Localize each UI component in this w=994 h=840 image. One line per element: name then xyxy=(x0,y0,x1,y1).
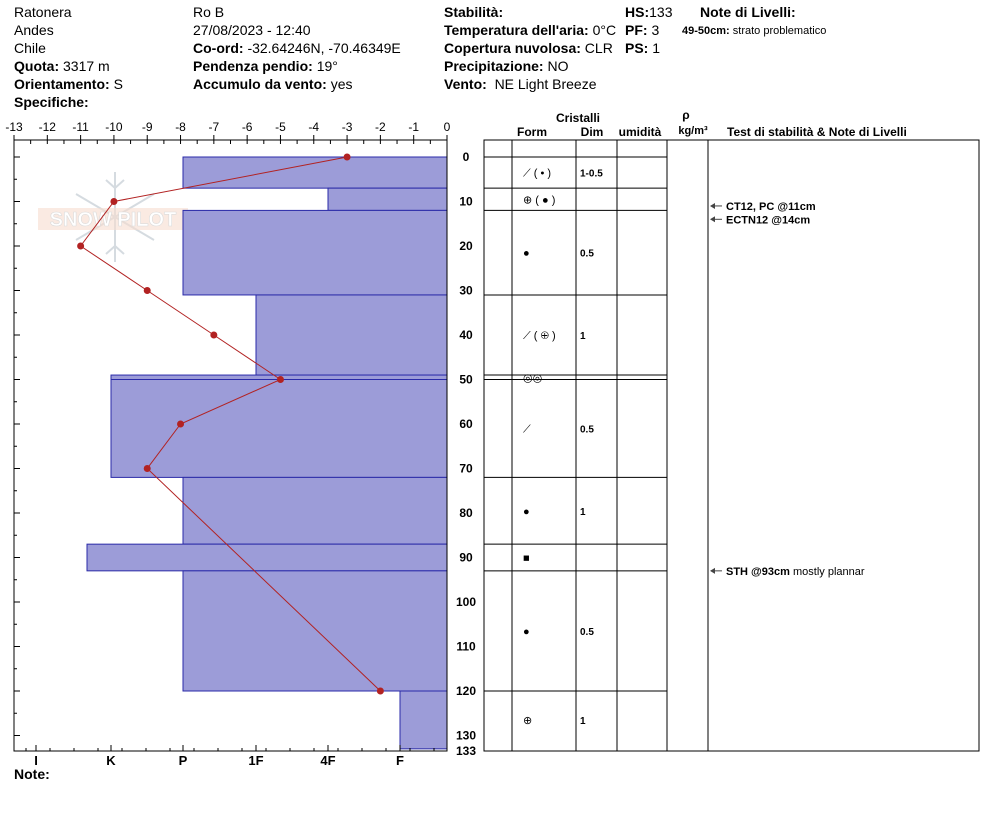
elevation-label: Quota: xyxy=(14,58,60,74)
depth-tick-label: 50 xyxy=(459,372,473,387)
grain-form-symbol: ● xyxy=(523,625,530,638)
grain-form-symbol: ● xyxy=(523,247,530,260)
hardness-tick-label: F xyxy=(396,753,404,768)
test-arrow-head xyxy=(710,216,715,222)
table-frame xyxy=(484,140,979,751)
test-label: STH @93cm xyxy=(726,565,790,578)
hardness-bar xyxy=(328,188,447,210)
hardness-bar xyxy=(111,380,447,478)
moisture-header: umidità xyxy=(618,125,662,139)
hardness-bar xyxy=(183,477,447,544)
depth-tick-label: 40 xyxy=(459,328,473,342)
hardness-bar xyxy=(87,544,447,571)
depth-tick-label: 70 xyxy=(459,461,473,476)
slope-value: 19° xyxy=(316,58,338,74)
depth-tick-label: 110 xyxy=(456,639,476,654)
grain-size: 0.5 xyxy=(580,626,594,638)
slope-label: Pendenza pendio: xyxy=(193,58,313,74)
stability-label: Stabilità: xyxy=(444,4,504,20)
coords-value: -32.64246N, -70.46349E xyxy=(247,40,401,56)
cloud-value: CLR xyxy=(584,40,613,56)
layer-note-text: strato problematico xyxy=(732,25,827,37)
grain-size: 0.5 xyxy=(580,248,594,260)
grain-size: 1 xyxy=(580,506,586,518)
hardness-bar xyxy=(183,157,447,188)
grain-form-symbol: ⊕ xyxy=(523,714,533,727)
header-datetime: 27/08/2023 - 12:40 xyxy=(193,22,311,38)
rho-header: ρ xyxy=(682,108,690,122)
temperature-point xyxy=(344,154,351,161)
test-label: ECTN12 @14cm xyxy=(726,214,811,227)
temp-tick-label: 0 xyxy=(443,120,451,134)
ps-label: PS: xyxy=(625,40,649,56)
hs-value: 133 xyxy=(649,4,673,20)
depth-tick-label: 80 xyxy=(459,506,473,520)
temp-tick-label: -3 xyxy=(341,120,353,134)
size-header: Dim xyxy=(580,125,604,139)
aspect-value: S xyxy=(113,76,123,92)
hardness-bar xyxy=(400,691,447,749)
grain-form-symbol: ● xyxy=(523,505,530,518)
layer-note-range: 49-50cm: xyxy=(682,25,730,37)
depth-tick-label: 100 xyxy=(455,595,477,609)
temp-tick-label: -2 xyxy=(375,120,386,134)
wind-loading-value: yes xyxy=(330,76,353,92)
depth-tick-label: 60 xyxy=(459,417,473,431)
coords-label: Co-ord: xyxy=(193,40,244,56)
temperature-point xyxy=(177,421,184,428)
crystals-header: Cristalli xyxy=(555,111,601,125)
form-header: Form xyxy=(517,125,547,139)
depth-tick-label: 130 xyxy=(455,728,477,743)
depth-tick-label: 90 xyxy=(459,550,473,565)
grain-form-symbol: ■ xyxy=(523,552,530,565)
test-arrow-head xyxy=(710,568,715,574)
temperature-point xyxy=(110,198,117,205)
temperature-point xyxy=(210,332,217,339)
layer-table xyxy=(484,108,979,751)
aspect-label: Orientamento: xyxy=(14,76,110,92)
hardness-bar xyxy=(256,295,447,375)
depth-tick-label: 20 xyxy=(459,239,473,253)
watermark-text: SNOW PILOT xyxy=(49,209,177,231)
test-note: mostly plannar xyxy=(793,565,865,578)
temp-tick-label: -11 xyxy=(72,120,89,134)
hardness-bar xyxy=(183,571,447,691)
precip-label: Precipitazione: xyxy=(444,58,544,74)
hardness-tick-label: 4F xyxy=(320,753,336,768)
air-temp-value: 0°C xyxy=(592,22,617,38)
grain-form-symbol: ◎◎ xyxy=(523,372,543,385)
temp-tick-label: -13 xyxy=(5,120,23,134)
temp-tick-label: -1 xyxy=(408,120,420,134)
grain-form-symbol: ⊕ ( ● ) xyxy=(523,194,556,207)
test-arrow-head xyxy=(710,203,715,209)
hardness-bar xyxy=(183,210,447,295)
hardness-tick-label: P xyxy=(178,753,188,768)
pf-label: PF: xyxy=(625,22,648,38)
temp-tick-label: -9 xyxy=(141,120,153,134)
notes-label: Note: xyxy=(14,766,50,782)
specifics-label: Specifiche: xyxy=(14,94,89,110)
grain-size: 1 xyxy=(580,331,586,342)
wind-value: NE Light Breeze xyxy=(494,76,597,92)
hardness-layers xyxy=(87,157,447,749)
header-location: Ratonera xyxy=(14,4,72,20)
air-temp-label: Temperatura dell'aria: xyxy=(444,22,589,38)
temp-tick-label: -7 xyxy=(208,120,220,134)
wind-loading-label: Accumulo da vento: xyxy=(193,76,327,92)
temperature-point xyxy=(77,243,84,250)
grain-size: 0.5 xyxy=(580,424,594,436)
depth-tick-label: 0 xyxy=(462,150,470,164)
elevation-value: 3317 m xyxy=(63,58,110,74)
hardness-tick-label: I xyxy=(34,753,38,768)
grain-form-symbol: ⟋ xyxy=(523,423,531,436)
hardness-tick-label: K xyxy=(106,753,116,768)
header-range: Andes xyxy=(14,22,54,38)
temp-tick-label: -12 xyxy=(38,120,56,134)
hs-label: HS: xyxy=(625,4,650,20)
cloud-label: Copertura nuvolosa: xyxy=(444,40,581,56)
temp-tick-label: -4 xyxy=(308,120,320,134)
wind-label: Vento: xyxy=(444,76,487,92)
temp-tick-label: -6 xyxy=(241,120,253,134)
temp-tick-label: -8 xyxy=(175,120,186,134)
temperature-point xyxy=(144,287,151,294)
grain-size: 1-0.5 xyxy=(580,168,603,180)
temperature-point xyxy=(144,465,151,472)
depth-tick-label: 30 xyxy=(459,283,473,298)
hardness-tick-label: 1F xyxy=(248,753,264,768)
header-observer: Ro B xyxy=(193,4,225,20)
snowpilot-watermark xyxy=(38,172,188,262)
temperature-point xyxy=(377,688,384,695)
depth-max-label: 133 xyxy=(455,744,477,758)
precip-value: NO xyxy=(547,58,569,74)
tests-header: Test di stabilità & Note di Livelli xyxy=(727,125,907,139)
temp-tick-label: -5 xyxy=(275,120,286,134)
density-unit-header: kg/m³ xyxy=(678,125,708,137)
pf-value: 3 xyxy=(651,22,660,38)
depth-tick-label: 10 xyxy=(459,194,473,209)
depth-tick-label: 120 xyxy=(455,684,477,698)
header-country: Chile xyxy=(14,40,46,56)
test-label: CT12, PC @11cm xyxy=(726,200,816,213)
temperature-point xyxy=(277,376,284,383)
temp-tick-label: -10 xyxy=(105,120,123,134)
ps-value: 1 xyxy=(652,40,661,56)
grain-size: 1 xyxy=(580,715,586,727)
layer-notes-label: Note di Livelli: xyxy=(700,4,796,20)
grain-form-symbol: ⟋ ( ⊕ ) xyxy=(523,330,556,342)
grain-form-symbol: ⟋ ( • ) xyxy=(523,167,552,180)
